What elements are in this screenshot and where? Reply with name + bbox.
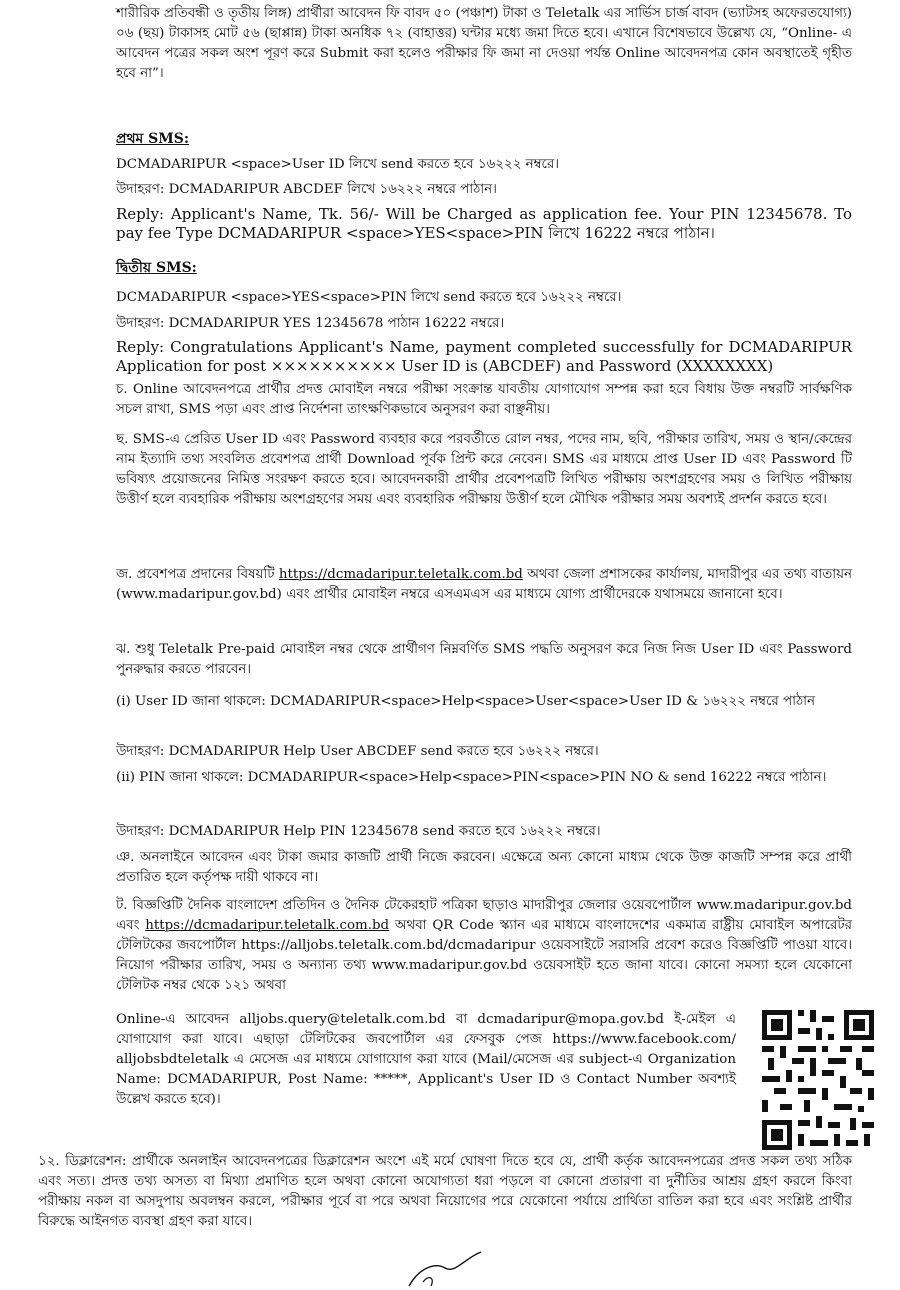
contact-paragraph: Online-এ আবেদন alljobs.query@teletalk.com.bd বা dcmadaripur@mopa.gov.bd ই-মেইল এ যোগাযোগ করা যাবে। এছাড়া টেলিটকের জবপোর্টাল এর ফেসবুক পেজ https://www.facebook.com/ alljobsbdteletalk এ মেসেজ এর মাধ্যমে যোগাযোগ করা যাবে (Mail/মেসেজ এর subject-এ Organization Name: DCMADARIPUR, Post Name: *****, Applicant's User ID ও Contact Number অবশ্যই উল্লেখ করতে হবে)।	[116, 1012, 736, 1108]
teletalk-portal-link-2[interactable]: https://dcmadaripur.teletalk.com.bd	[145, 918, 390, 934]
recover-user-example: উদাহরণ: DCMADARIPUR Help User ABCDEF send করতে হবে ১৬২২২ নম্বরে।	[116, 744, 599, 759]
teletalk-portal-link[interactable]: https://dcmadaripur.teletalk.com.bd	[278, 567, 523, 582]
paragraph-jha: ঝ. শুধু Teletalk Pre-paid মোবাইল নম্বর থেকে প্রার্থীগণ নিম্নবর্ণিত SMS পদ্ধতি অনুসরণ করে নিজ নিজ User ID এবং Password পুনরুদ্ধার করতে পারবেন।	[116, 642, 852, 678]
recover-pin: (ii) PIN জানা থাকলে: DCMADARIPUR<space>Help<space>PIN<space>PIN NO & send 16222 নম্বরে পাঠান।	[116, 770, 827, 785]
paragraph-ja	[116, 565, 852, 605]
paragraph-cha: চ. Online আবেদনপত্রে প্রার্থীর প্রদত্ত মোবাইল নম্বরে পরীক্ষা সংক্রান্ত যাবতীয় যোগাযোগ সম্পন্ন করা হবে বিধায় উক্ত নম্বরটি সার্বক্ষণিক সচল রাখা, SMS পড়া এবং প্রাপ্ত নির্দেশনা তাৎক্ষণিকভাবে অনুসরণ করা বাঞ্ছনীয়।	[116, 382, 852, 418]
qr-code-icon[interactable]	[758, 1006, 878, 1154]
sms1-example: উদাহরণ: DCMADARIPUR ABCDEF লিখে ১৬২২২ নম্বরে পাঠান।	[116, 182, 497, 197]
recover-pin-example: উদাহরণ: DCMADARIPUR Help PIN 12345678 send করতে হবে ১৬২২২ নম্বরে।	[116, 824, 601, 839]
sms1-reply: Reply: Applicant's Name, Tk. 56/- Will be Charged as application fee. Your PIN 12345678. To pay fee Type DCMADARIPUR <space>YES<space>PIN লিখে 16222 নম্বরে পাঠান।	[116, 205, 852, 243]
sms2-example: উদাহরণ: DCMADARIPUR YES 12345678 পাঠান 16222 নম্বরে।	[116, 316, 505, 331]
sms2-reply: Reply: Congratulations Applicant's Name, payment completed successfully for DCMADARIPUR Application for post ×××××××××× User ID is (ABCDEF) and Password (XXXXXXXX)	[116, 338, 852, 376]
paragraph-chha: ছ. SMS-এ প্রেরিত User ID এবং Password ব্যবহার করে পরবর্তীতে রোল নম্বর, পদের নাম, ছবি, পরীক্ষার তারিখ, সময় ও স্থান/কেন্দ্রের নাম ইত্যাদি তথ্য সংবলিত প্রবেশপত্র প্রার্থী Download পূর্বক প্রিন্ট করে নেবেন। SMS এর মাধ্যমে প্রাপ্ত User ID এবং Password টি ভবিষ্যৎ প্রয়োজনের নিমিত্ত সংরক্ষণ করতে হবে। আবেদনকারী প্রার্থীর প্রবেশপত্রটি লিখিত পরীক্ষায় অংশগ্রহণের সময় ও লিখিত পরীক্ষায় উত্তীর্ণ হলে ব্যবহারিক পরীক্ষায় অংশগ্রহণের সময় এবং ব্যবহারিক পরীক্ষায় উত্তীর্ণ হলে মৌখিক পরীক্ষার সময় অবশ্যই প্রদর্শন করতে হবে।	[116, 432, 852, 508]
sms2-heading: দ্বিতীয় SMS:	[116, 260, 197, 276]
paragraph-nya: ঞ. অনলাইনে আবেদন এবং টাকা জমার কাজটি প্রার্থী নিজে করবেন। এক্ষেত্রে অন্য কোনো মাধ্যম থেকে উক্ত কাজটি সম্পন্ন করে প্রার্থী প্রতারিত হলে কর্তৃপক্ষ দায়ী থাকবে না।	[116, 850, 852, 886]
paragraph-ta-text-before: ট. বিজ্ঞপ্তিটি দৈনিক বাংলাদেশ প্রতিদিন ও দৈনিক টেকেরহাট পত্রিকা ছাড়াও মাদারীপুর জেলার ওয়েবপোর্টাল www.madaripur.gov.bd এবং	[116, 898, 852, 934]
paragraph-ja-text-before: জ. প্রবেশপত্র প্রদানের বিষয়টি	[116, 567, 279, 582]
paragraph-ja-text-after: অথবা জেলা প্রশাসকের কার্যালয়, মাদারীপুর এর তথ্য বাতায়ন (www.madaripur.gov.bd) এবং প্রার্থীর মোবাইল নম্বরে এসএমএস এর মাধ্যমে যোগ্য প্রার্থীদেরকে যথাসময়ে জানানো হবে।	[116, 567, 852, 603]
signature-mark	[405, 1248, 485, 1288]
sms2-format: DCMADARIPUR <space>YES<space>PIN লিখে send করতে হবে ১৬২২২ নম্বরে।	[116, 290, 622, 305]
declaration-paragraph: ১২. ডিক্লারেশন: প্রার্থীকে অনলাইন আবেদনপত্রের ডিক্লারেশন অংশে এই মর্মে ঘোষণা দিতে হবে যে, প্রার্থী কর্তৃক আবেদনপত্রের প্রদত্ত সকল তথ্য সঠিক এবং সত্য। প্রদত্ত তথ্য অসত্য বা মিথ্যা প্রমাণিত হলে অথবা কোনো অযোগ্যতা ধরা পড়লে বা কোনো প্রতারণা বা দুর্নীতির আশ্রয় গ্রহণ করলে কিংবা পরীক্ষায় নকল বা অসদুপায় অবলম্বন করলে, পরীক্ষার পূর্বে বা পরে অথবা নিয়োগের পরে যেকোনো পর্যায়ে প্রার্থিতা বাতিল করা হবে এবং সংশ্লিষ্ট প্রার্থীর বিরুদ্ধে আইনগত ব্যবস্থা গ্রহণ করা যাবে।	[38, 1154, 852, 1230]
paragraph-ta	[116, 896, 852, 997]
sms1-format: DCMADARIPUR <space>User ID লিখে send করতে হবে ১৬২২২ নম্বরে।	[116, 157, 560, 172]
paragraph-ta-text-after: অথবা QR Code স্ক্যান এর মাধ্যমে বাংলাদেশের একমাত্র রাষ্ট্রীয় মোবাইল অপারেটর টেলিটকের জবপোর্টাল https://alljobs.teletalk.com.bd/dcmadaripur ওয়েবসাইটে সরাসরি প্রবেশ করেও বিজ্ঞপ্তিটি পাওয়া যাবে। নিয়োগ পরীক্ষার তারিখ, সময় ও অন্যান্য তথ্য www.madaripur.gov.bd ওয়েবসাইট হতে জানা যাবে। কোনো সমস্যা হলে যেকোনো টেলিটক নম্বর থেকে ১২১ অথবা	[116, 918, 852, 994]
sms1-heading: প্রথম SMS:	[116, 131, 190, 147]
fee-paragraph: শারীরিক প্রতিবন্ধী ও তৃতীয় লিঙ্গ) প্রার্থীরা আবেদন ফি বাবদ ৫০ (পঞ্চাশ) টাকা ও Teletalk এর সার্ভিস চার্জ বাবদ (ভ্যাটসহ অফেরতযোগ্য) ০৬ (ছয়) টাকাসহ মোট ৫৬ (ছাপ্পান্ন) টাকা অনধিক ৭২ (বাহাত্তর) ঘন্টার মধ্যে জমা দিতে হবে। এখানে বিশেষভাবে উল্লেখ্য যে, “Online- এ আবেদন পত্রের সকল অংশ পূরণ করে Submit করা হলেও পরীক্ষার ফি জমা না দেওয়া পর্যন্ত Online আবেদনপত্র কোন অবস্থাতেই গৃহীত হবে না”।	[116, 6, 852, 82]
recover-user-id: (i) User ID জানা থাকলে: DCMADARIPUR<space>Help<space>User<space>User ID & ১৬২২২ নম্বরে পাঠান	[116, 694, 816, 709]
